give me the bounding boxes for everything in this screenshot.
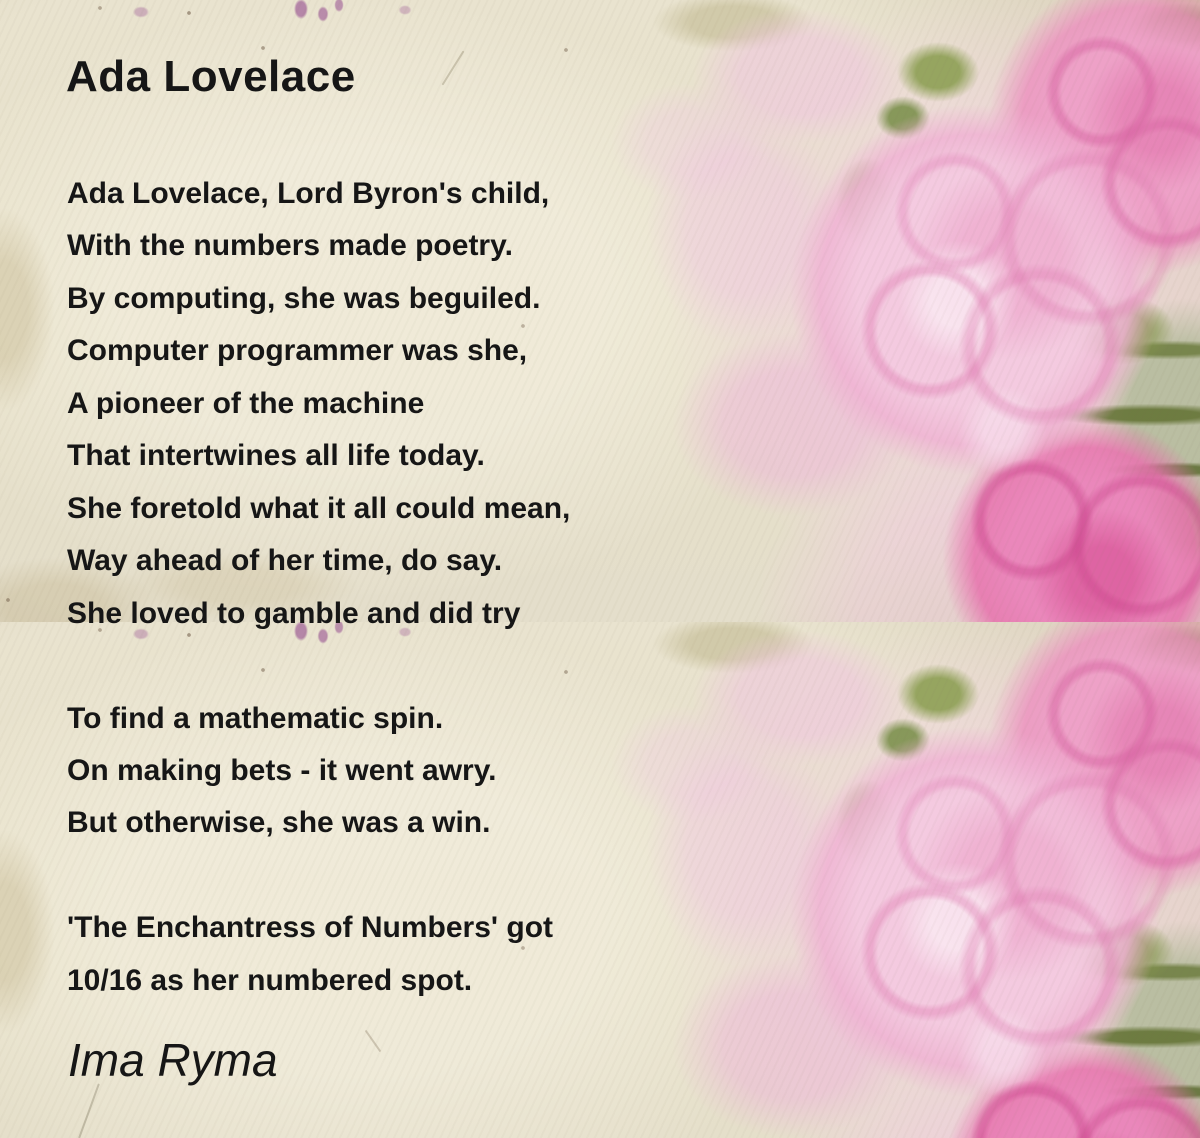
poem-body bbox=[67, 168, 570, 1007]
poem-line: Way ahead of her time, do say. bbox=[67, 544, 503, 578]
poem-line: To find a mathematic spin. bbox=[67, 701, 444, 735]
poem-line: That intertwines all life today. bbox=[67, 439, 485, 473]
poem-line: 'The Enchantress of Numbers' got bbox=[67, 911, 554, 945]
poem-line: She foretold what it all could mean, bbox=[67, 491, 571, 525]
poem-line: But otherwise, she was a win. bbox=[67, 806, 491, 840]
poem-line: Computer programmer was she, bbox=[67, 334, 528, 368]
poem-line: With the numbers made poetry. bbox=[67, 229, 513, 263]
poem-line: On making bets - it went awry. bbox=[67, 753, 497, 787]
poem-blank-line bbox=[67, 640, 570, 692]
poem-line: Ada Lovelace, Lord Byron's child, bbox=[67, 177, 550, 210]
poem-author: Ima Ryma bbox=[68, 1034, 278, 1086]
poem-line: She loved to gamble and did try bbox=[67, 596, 521, 630]
poem-title: Ada Lovelace bbox=[66, 52, 356, 101]
poem-blank-line bbox=[67, 850, 570, 902]
poem-line: A pioneer of the machine bbox=[67, 386, 425, 420]
poem-line: By computing, she was beguiled. bbox=[67, 281, 541, 315]
poem-line: 10/16 as her numbered spot. bbox=[67, 963, 473, 997]
